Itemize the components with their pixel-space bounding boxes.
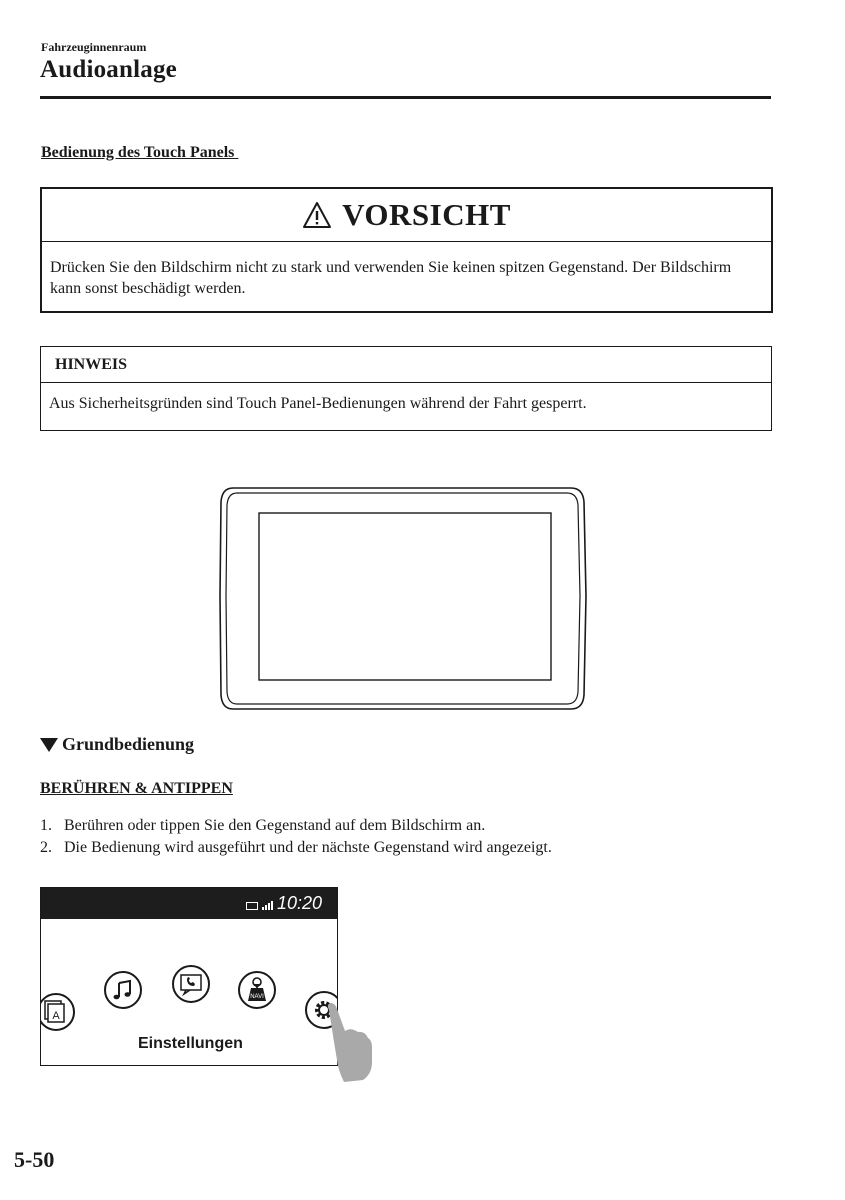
subsection-heading: Bedienung des Touch Panels bbox=[41, 144, 239, 161]
svg-text:NAVI: NAVI bbox=[250, 994, 264, 1000]
phone-icon[interactable] bbox=[172, 965, 210, 1003]
display-illustration bbox=[219, 486, 587, 711]
screen-screenshot bbox=[40, 887, 338, 1066]
title-divider bbox=[40, 96, 771, 99]
music-icon[interactable] bbox=[104, 971, 142, 1009]
note-box bbox=[40, 346, 772, 431]
settings-label: Einstellungen bbox=[138, 1035, 243, 1052]
caution-text: Drücken Sie den Bildschirm nicht zu stark und verwenden Sie keinen spitzen Gegenstand. Der Bildschirm kann sonst beschädigt werden. bbox=[50, 259, 732, 297]
pointing-hand-icon bbox=[320, 1000, 374, 1082]
step-number: 1. bbox=[40, 817, 52, 834]
list-item bbox=[40, 815, 552, 837]
page-number: 5-50 bbox=[14, 1147, 55, 1172]
navigation-icon[interactable] bbox=[238, 971, 276, 1009]
step-text: Berühren oder tippen Sie den Gegenstand auf dem Bildschirm an. bbox=[64, 817, 486, 834]
svg-text:A: A bbox=[52, 1010, 60, 1022]
clock-time: 10:20 bbox=[277, 893, 323, 913]
caution-title: VORSICHT bbox=[342, 197, 511, 232]
note-text: Aus Sicherheitsgründen sind Touch Panel-Bedienungen während der Fahrt gesperrt. bbox=[49, 395, 587, 412]
warning-triangle-icon bbox=[302, 201, 332, 229]
status-bar bbox=[41, 888, 337, 919]
triangle-bullet-icon bbox=[40, 738, 58, 752]
basic-operation-heading bbox=[40, 734, 194, 755]
page-title: Audioanlage bbox=[40, 56, 177, 83]
battery-icon bbox=[246, 902, 258, 910]
section-label: Fahrzeuginnenraum bbox=[41, 40, 147, 54]
caution-header bbox=[42, 189, 771, 242]
basic-operation-label: Grundbedienung bbox=[62, 734, 195, 754]
applications-icon[interactable] bbox=[40, 993, 75, 1031]
caution-box bbox=[40, 187, 773, 313]
note-title: HINWEIS bbox=[41, 347, 771, 383]
signal-icon bbox=[262, 901, 274, 910]
list-item bbox=[40, 837, 552, 859]
step-text: Die Bedienung wird ausgeführt und der nächste Gegenstand wird angezeigt. bbox=[64, 839, 552, 856]
touch-heading: BERÜHREN & ANTIPPEN bbox=[40, 780, 233, 797]
steps-list bbox=[40, 815, 552, 859]
step-number: 2. bbox=[40, 839, 52, 856]
